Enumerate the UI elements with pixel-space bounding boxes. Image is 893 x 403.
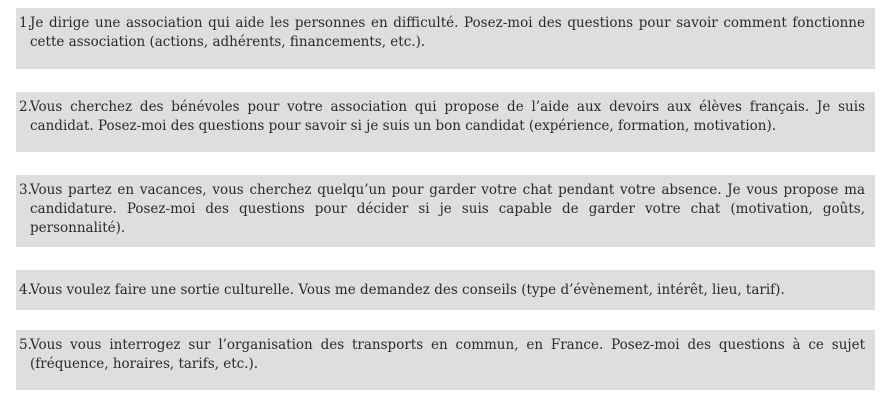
prompt-card-5 [16,330,875,390]
prompt-number: 5. [19,337,32,353]
prompt-number: 1. [19,15,32,31]
prompt-text: Vous voulez faire une sortie culturelle. Vous me demandez des conseils (type d’évènement, intérêt, lieu, tarif). [30,282,785,298]
prompt-number: 3. [19,182,32,198]
prompt-text: Je dirige une association qui aide les personnes en difficulté. Posez-moi des questions pour savoir comment fonctionne cette association (actions, adhérents, financements, etc.). [30,15,865,50]
prompt-text: Vous cherchez des bénévoles pour votre association qui propose de l’aide aux devoirs aux élèves français. Je suis candidat. Posez-moi des questions pour savoir si je suis un bon candidat (expérience, formation, motivation). [30,99,865,134]
prompt-text: Vous partez en vacances, vous cherchez quelqu’un pour garder votre chat pendant votre absence. Je vous propose ma candidature. Posez-moi des questions pour décider si je suis capable de garder votre chat (motivation, goûts, personnalité). [30,182,865,236]
prompt-text: Vous vous interrogez sur l’organisation des transports en commun, en France. Posez-moi des questions à ce sujet (fréquence, horaires, tarifs, etc.). [30,337,865,372]
prompt-card-1 [16,8,875,69]
prompt-card-3 [16,175,875,247]
prompt-card-2 [16,92,875,152]
prompt-number: 4. [19,282,32,298]
prompt-number: 2. [19,99,32,115]
prompt-card-4 [16,270,875,310]
